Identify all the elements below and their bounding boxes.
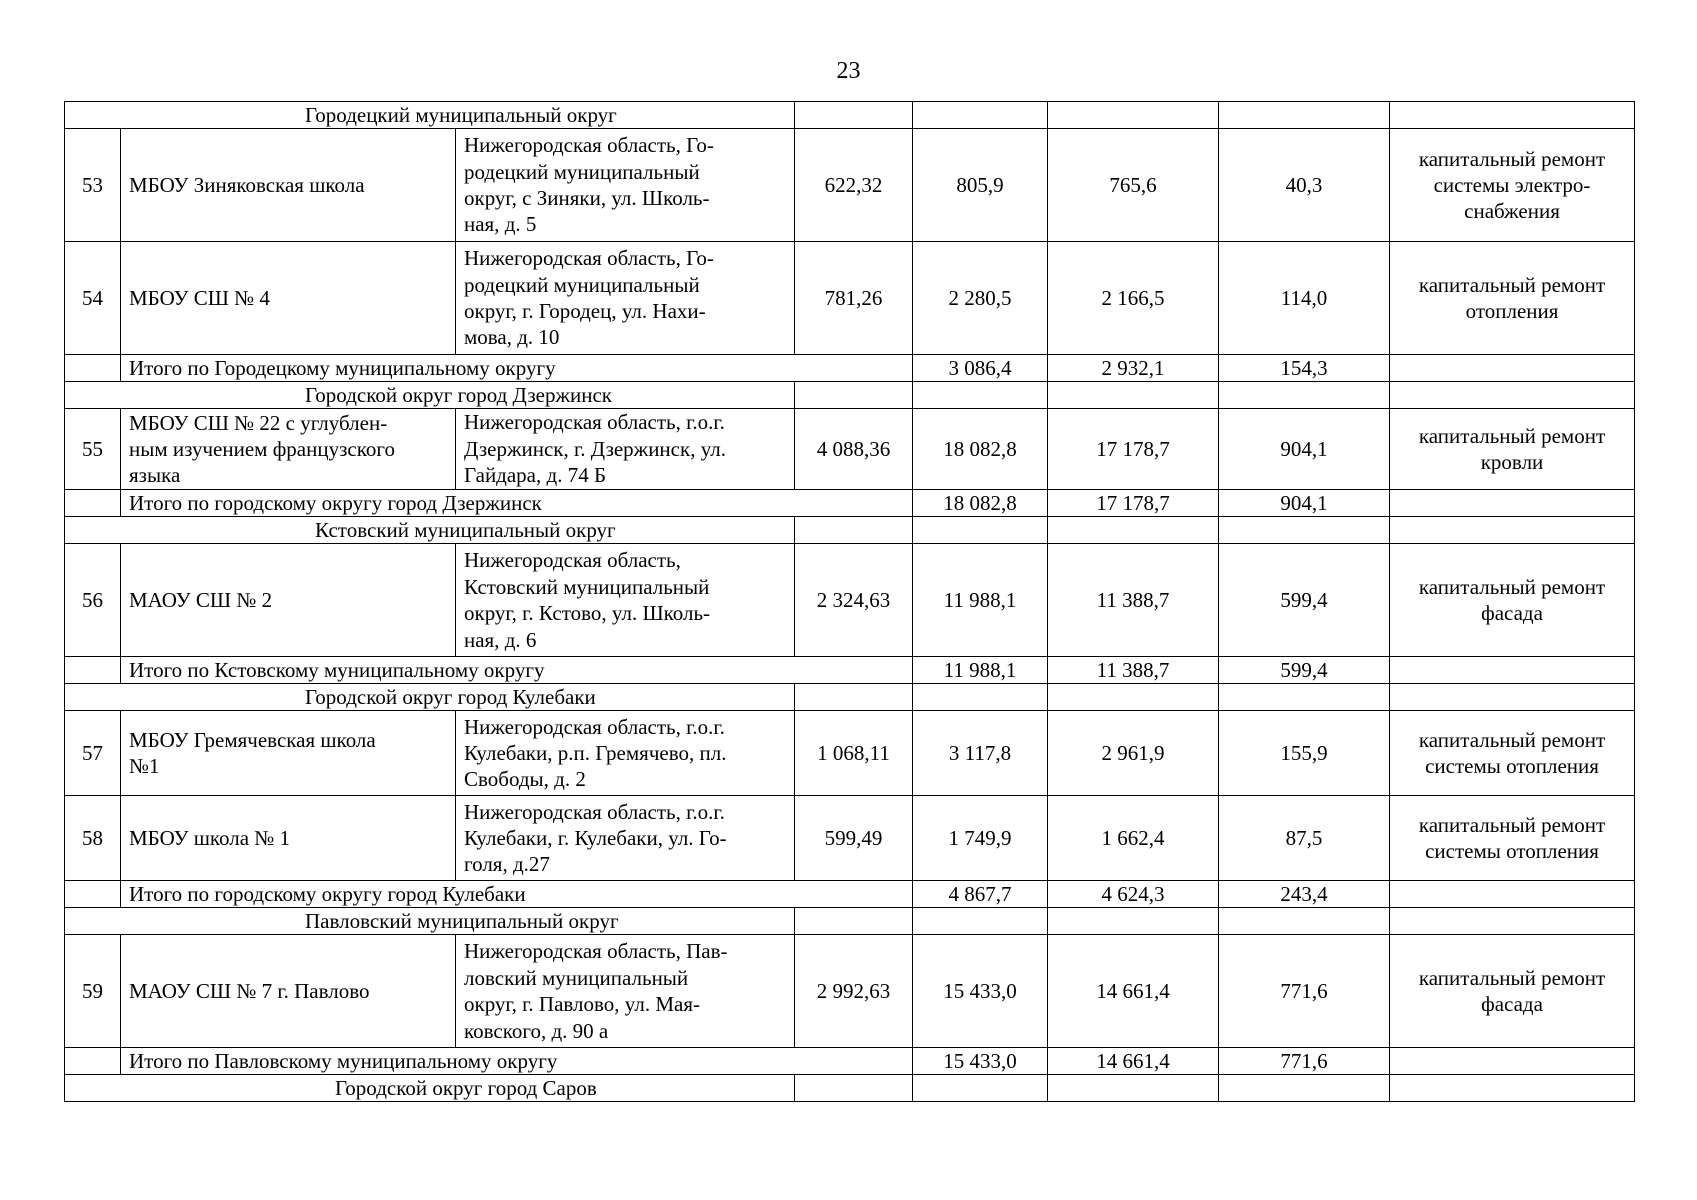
region-header-row [65,684,1635,711]
region-name: Городской округ город Дзержинск [65,382,795,409]
school-address: Нижегородская область, г.о.г. Кулебаки, г. Кулебаки, ул. Го- голя, д.27 [456,796,795,881]
regional-budget: 2 961,9 [1048,711,1219,796]
empty-cell [1390,908,1635,935]
table-row [65,796,1635,881]
empty-cell [1390,382,1635,409]
subtotal-row [65,1048,1635,1075]
subtotal-regional: 2 932,1 [1048,355,1219,382]
subtotal-regional: 14 661,4 [1048,1048,1219,1075]
region-header-row [65,102,1635,129]
empty-cell [1390,1075,1635,1102]
school-address: Нижегородская область, г.о.г. Дзержинск, г. Дзержинск, ул. Гайдара, д. 74 Б [456,409,795,490]
empty-cell [795,382,913,409]
building-area: 622,32 [795,129,913,242]
empty-cell [1048,382,1219,409]
local-budget: 155,9 [1219,711,1390,796]
region-name: Городской округ город Саров [65,1075,795,1102]
subtotal-row [65,490,1635,517]
schools-repair-table [64,101,1635,1102]
empty-cell [1219,908,1390,935]
empty-cell [1390,102,1635,129]
empty-cell [795,684,913,711]
empty-cell [1219,517,1390,544]
empty-cell [65,657,121,684]
school-address: Нижегородская область, Го- родецкий муниципальный округ, г. Городец, ул. Нахи- мова, д. 10 [456,242,795,355]
subtotal-local: 599,4 [1219,657,1390,684]
empty-cell [1219,102,1390,129]
regional-budget: 17 178,7 [1048,409,1219,490]
subtotal-row [65,355,1635,382]
region-header-row [65,1075,1635,1102]
total-amount: 15 433,0 [913,935,1048,1048]
region-name: Городецкий муниципальный округ [65,102,795,129]
building-area: 2 324,63 [795,544,913,657]
school-name: МБОУ Зиняковская школа [121,129,456,242]
total-amount: 805,9 [913,129,1048,242]
local-budget: 40,3 [1219,129,1390,242]
total-amount: 3 117,8 [913,711,1048,796]
empty-cell [1048,517,1219,544]
empty-cell [65,355,121,382]
row-number: 56 [65,544,121,657]
row-number: 57 [65,711,121,796]
school-name: МБОУ Гремячевская школа №1 [121,711,456,796]
row-number: 54 [65,242,121,355]
work-type: капитальный ремонт системы электро- снабжения [1390,129,1635,242]
regional-budget: 11 388,7 [1048,544,1219,657]
region-name: Городской округ город Кулебаки [65,684,795,711]
subtotal-local: 243,4 [1219,881,1390,908]
building-area: 2 992,63 [795,935,913,1048]
empty-cell [1390,355,1635,382]
school-address: Нижегородская область, Пав- ловский муниципальный округ, г. Павлово, ул. Мая- ковского, д. 90 а [456,935,795,1048]
region-header-row [65,382,1635,409]
region-name: Павловский муниципальный округ [65,908,795,935]
empty-cell [1390,490,1635,517]
subtotal-total: 18 082,8 [913,490,1048,517]
work-type: капитальный ремонт кровли [1390,409,1635,490]
empty-cell [795,908,913,935]
regional-budget: 2 166,5 [1048,242,1219,355]
total-amount: 2 280,5 [913,242,1048,355]
subtotal-regional: 4 624,3 [1048,881,1219,908]
row-number: 59 [65,935,121,1048]
empty-cell [65,490,121,517]
empty-cell [1390,881,1635,908]
building-area: 781,26 [795,242,913,355]
empty-cell [1219,684,1390,711]
empty-cell [1219,382,1390,409]
region-name: Кстовский муниципальный округ [65,517,795,544]
subtotal-local: 154,3 [1219,355,1390,382]
local-budget: 904,1 [1219,409,1390,490]
subtotal-local: 771,6 [1219,1048,1390,1075]
building-area: 599,49 [795,796,913,881]
empty-cell [1048,908,1219,935]
empty-cell [1390,657,1635,684]
table-row [65,544,1635,657]
subtotal-label: Итого по городскому округу город Кулебаки [121,881,913,908]
local-budget: 599,4 [1219,544,1390,657]
local-budget: 771,6 [1219,935,1390,1048]
work-type: капитальный ремонт фасада [1390,544,1635,657]
total-amount: 18 082,8 [913,409,1048,490]
subtotal-label: Итого по городскому округу город Дзержинск [121,490,913,517]
row-number: 53 [65,129,121,242]
region-header-row [65,517,1635,544]
empty-cell [1048,102,1219,129]
subtotal-total: 4 867,7 [913,881,1048,908]
empty-cell [1048,1075,1219,1102]
local-budget: 87,5 [1219,796,1390,881]
school-name: МАОУ СШ № 7 г. Павлово [121,935,456,1048]
empty-cell [1048,684,1219,711]
table-row [65,935,1635,1048]
building-area: 1 068,11 [795,711,913,796]
subtotal-row [65,881,1635,908]
subtotal-local: 904,1 [1219,490,1390,517]
regional-budget: 765,6 [1048,129,1219,242]
subtotal-total: 3 086,4 [913,355,1048,382]
empty-cell [913,684,1048,711]
school-name: МБОУ школа № 1 [121,796,456,881]
empty-cell [913,517,1048,544]
work-type: капитальный ремонт отопления [1390,242,1635,355]
regional-budget: 1 662,4 [1048,796,1219,881]
work-type: капитальный ремонт фасада [1390,935,1635,1048]
empty-cell [795,1075,913,1102]
subtotal-regional: 11 388,7 [1048,657,1219,684]
empty-cell [1390,684,1635,711]
empty-cell [65,1048,121,1075]
work-type: капитальный ремонт системы отопления [1390,711,1635,796]
page-number: 23 [836,58,861,84]
school-address: Нижегородская область, г.о.г. Кулебаки, р.п. Гремячево, пл. Свободы, д. 2 [456,711,795,796]
empty-cell [1390,517,1635,544]
school-name: МБОУ СШ № 22 с углублен- ным изучением французского языка [121,409,456,490]
subtotal-total: 11 988,1 [913,657,1048,684]
empty-cell [913,1075,1048,1102]
work-type: капитальный ремонт системы отопления [1390,796,1635,881]
table-row [65,711,1635,796]
school-name: МАОУ СШ № 2 [121,544,456,657]
empty-cell [913,382,1048,409]
subtotal-label: Итого по Кстовскому муниципальному округу [121,657,913,684]
empty-cell [795,517,913,544]
region-header-row [65,908,1635,935]
row-number: 55 [65,409,121,490]
table-row [65,129,1635,242]
total-amount: 11 988,1 [913,544,1048,657]
subtotal-row [65,657,1635,684]
regional-budget: 14 661,4 [1048,935,1219,1048]
building-area: 4 088,36 [795,409,913,490]
subtotal-regional: 17 178,7 [1048,490,1219,517]
total-amount: 1 749,9 [913,796,1048,881]
empty-cell [65,881,121,908]
empty-cell [913,908,1048,935]
subtotal-label: Итого по Павловскому муниципальному округу [121,1048,913,1075]
row-number: 58 [65,796,121,881]
empty-cell [1390,1048,1635,1075]
school-name: МБОУ СШ № 4 [121,242,456,355]
empty-cell [795,102,913,129]
local-budget: 114,0 [1219,242,1390,355]
empty-cell [1219,1075,1390,1102]
table-row [65,242,1635,355]
school-address: Нижегородская область, Го- родецкий муниципальный округ, с Зиняки, ул. Школь- ная, д. 5 [456,129,795,242]
subtotal-total: 15 433,0 [913,1048,1048,1075]
empty-cell [913,102,1048,129]
subtotal-label: Итого по Городецкому муниципальному округу [121,355,913,382]
table-row [65,409,1635,490]
school-address: Нижегородская область, Кстовский муниципальный округ, г. Кстово, ул. Школь- ная, д. 6 [456,544,795,657]
